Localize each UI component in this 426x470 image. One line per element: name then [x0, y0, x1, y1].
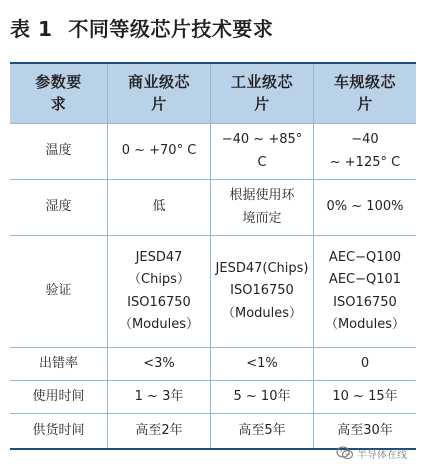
- cell-failure-rate-industrial: <1%: [211, 348, 314, 380]
- cell-service-life-industrial: 5 ~ 10年: [211, 381, 314, 413]
- table-row-temperature: [10, 124, 416, 180]
- cell-temperature-automotive: −40 ~ +125° C: [329, 132, 401, 170]
- chip-requirements-table: [10, 62, 416, 450]
- header-parameter: 参数要 求: [10, 64, 108, 123]
- cell-supply-period-commercial: 高至2年: [108, 414, 211, 448]
- table-number: 表 1: [10, 16, 53, 41]
- wechat-watermark: [336, 442, 426, 464]
- header-commercial: 商业级芯 片: [108, 64, 211, 123]
- cell-humidity-automotive: 0% ~ 100%: [326, 199, 404, 215]
- row-label-supply-period: 供货时间: [10, 414, 108, 448]
- row-label-humidity: 湿度: [10, 180, 108, 235]
- cell-humidity-commercial: 低: [108, 180, 211, 235]
- row-label-service-life: 使用时间: [10, 381, 108, 413]
- cell-failure-rate-commercial: <3%: [108, 348, 211, 380]
- cell-supply-period-automotive: 高至30年: [337, 422, 393, 438]
- cell-verification-industrial: JESD47(Chips) ISO16750 （Modules）: [211, 236, 314, 347]
- cell-temperature-industrial: −40 ~ +85° C: [211, 124, 314, 179]
- cell-temperature-commercial: 0 ~ +70° C: [108, 124, 211, 179]
- cell-verification-commercial: JESD47 （Chips） ISO16750 （Modules）: [108, 236, 211, 347]
- row-label-temperature: 温度: [10, 124, 108, 179]
- table-row-verification: [10, 236, 416, 348]
- table-header-row: [10, 64, 416, 124]
- table-title-text: 不同等级芯片技术要求: [68, 16, 274, 41]
- cell-service-life-commercial: 1 ~ 3年: [108, 381, 211, 413]
- cell-service-life-automotive: 10 ~ 15年: [332, 388, 398, 404]
- cell-verification-automotive: AEC−Q100 AEC−Q101 ISO16750 （Modules）: [324, 250, 406, 332]
- table-row-service-life: [10, 381, 416, 414]
- header-automotive: 车规级芯 片: [333, 72, 396, 113]
- cell-failure-rate-automotive: 0: [360, 355, 370, 371]
- table-row-failure-rate: [10, 348, 416, 381]
- row-label-verification: 验证: [10, 236, 108, 347]
- header-industrial: 工业级芯 片: [211, 64, 314, 123]
- row-label-failure-rate: 出错率: [10, 348, 108, 380]
- table-row-humidity: [10, 180, 416, 236]
- table-title: [10, 14, 273, 40]
- cell-humidity-industrial: 根据使用环 境而定: [211, 180, 314, 235]
- wechat-icon: [336, 445, 354, 461]
- cell-supply-period-industrial: 高至5年: [211, 414, 314, 448]
- watermark-text: 半导体在线: [357, 449, 407, 461]
